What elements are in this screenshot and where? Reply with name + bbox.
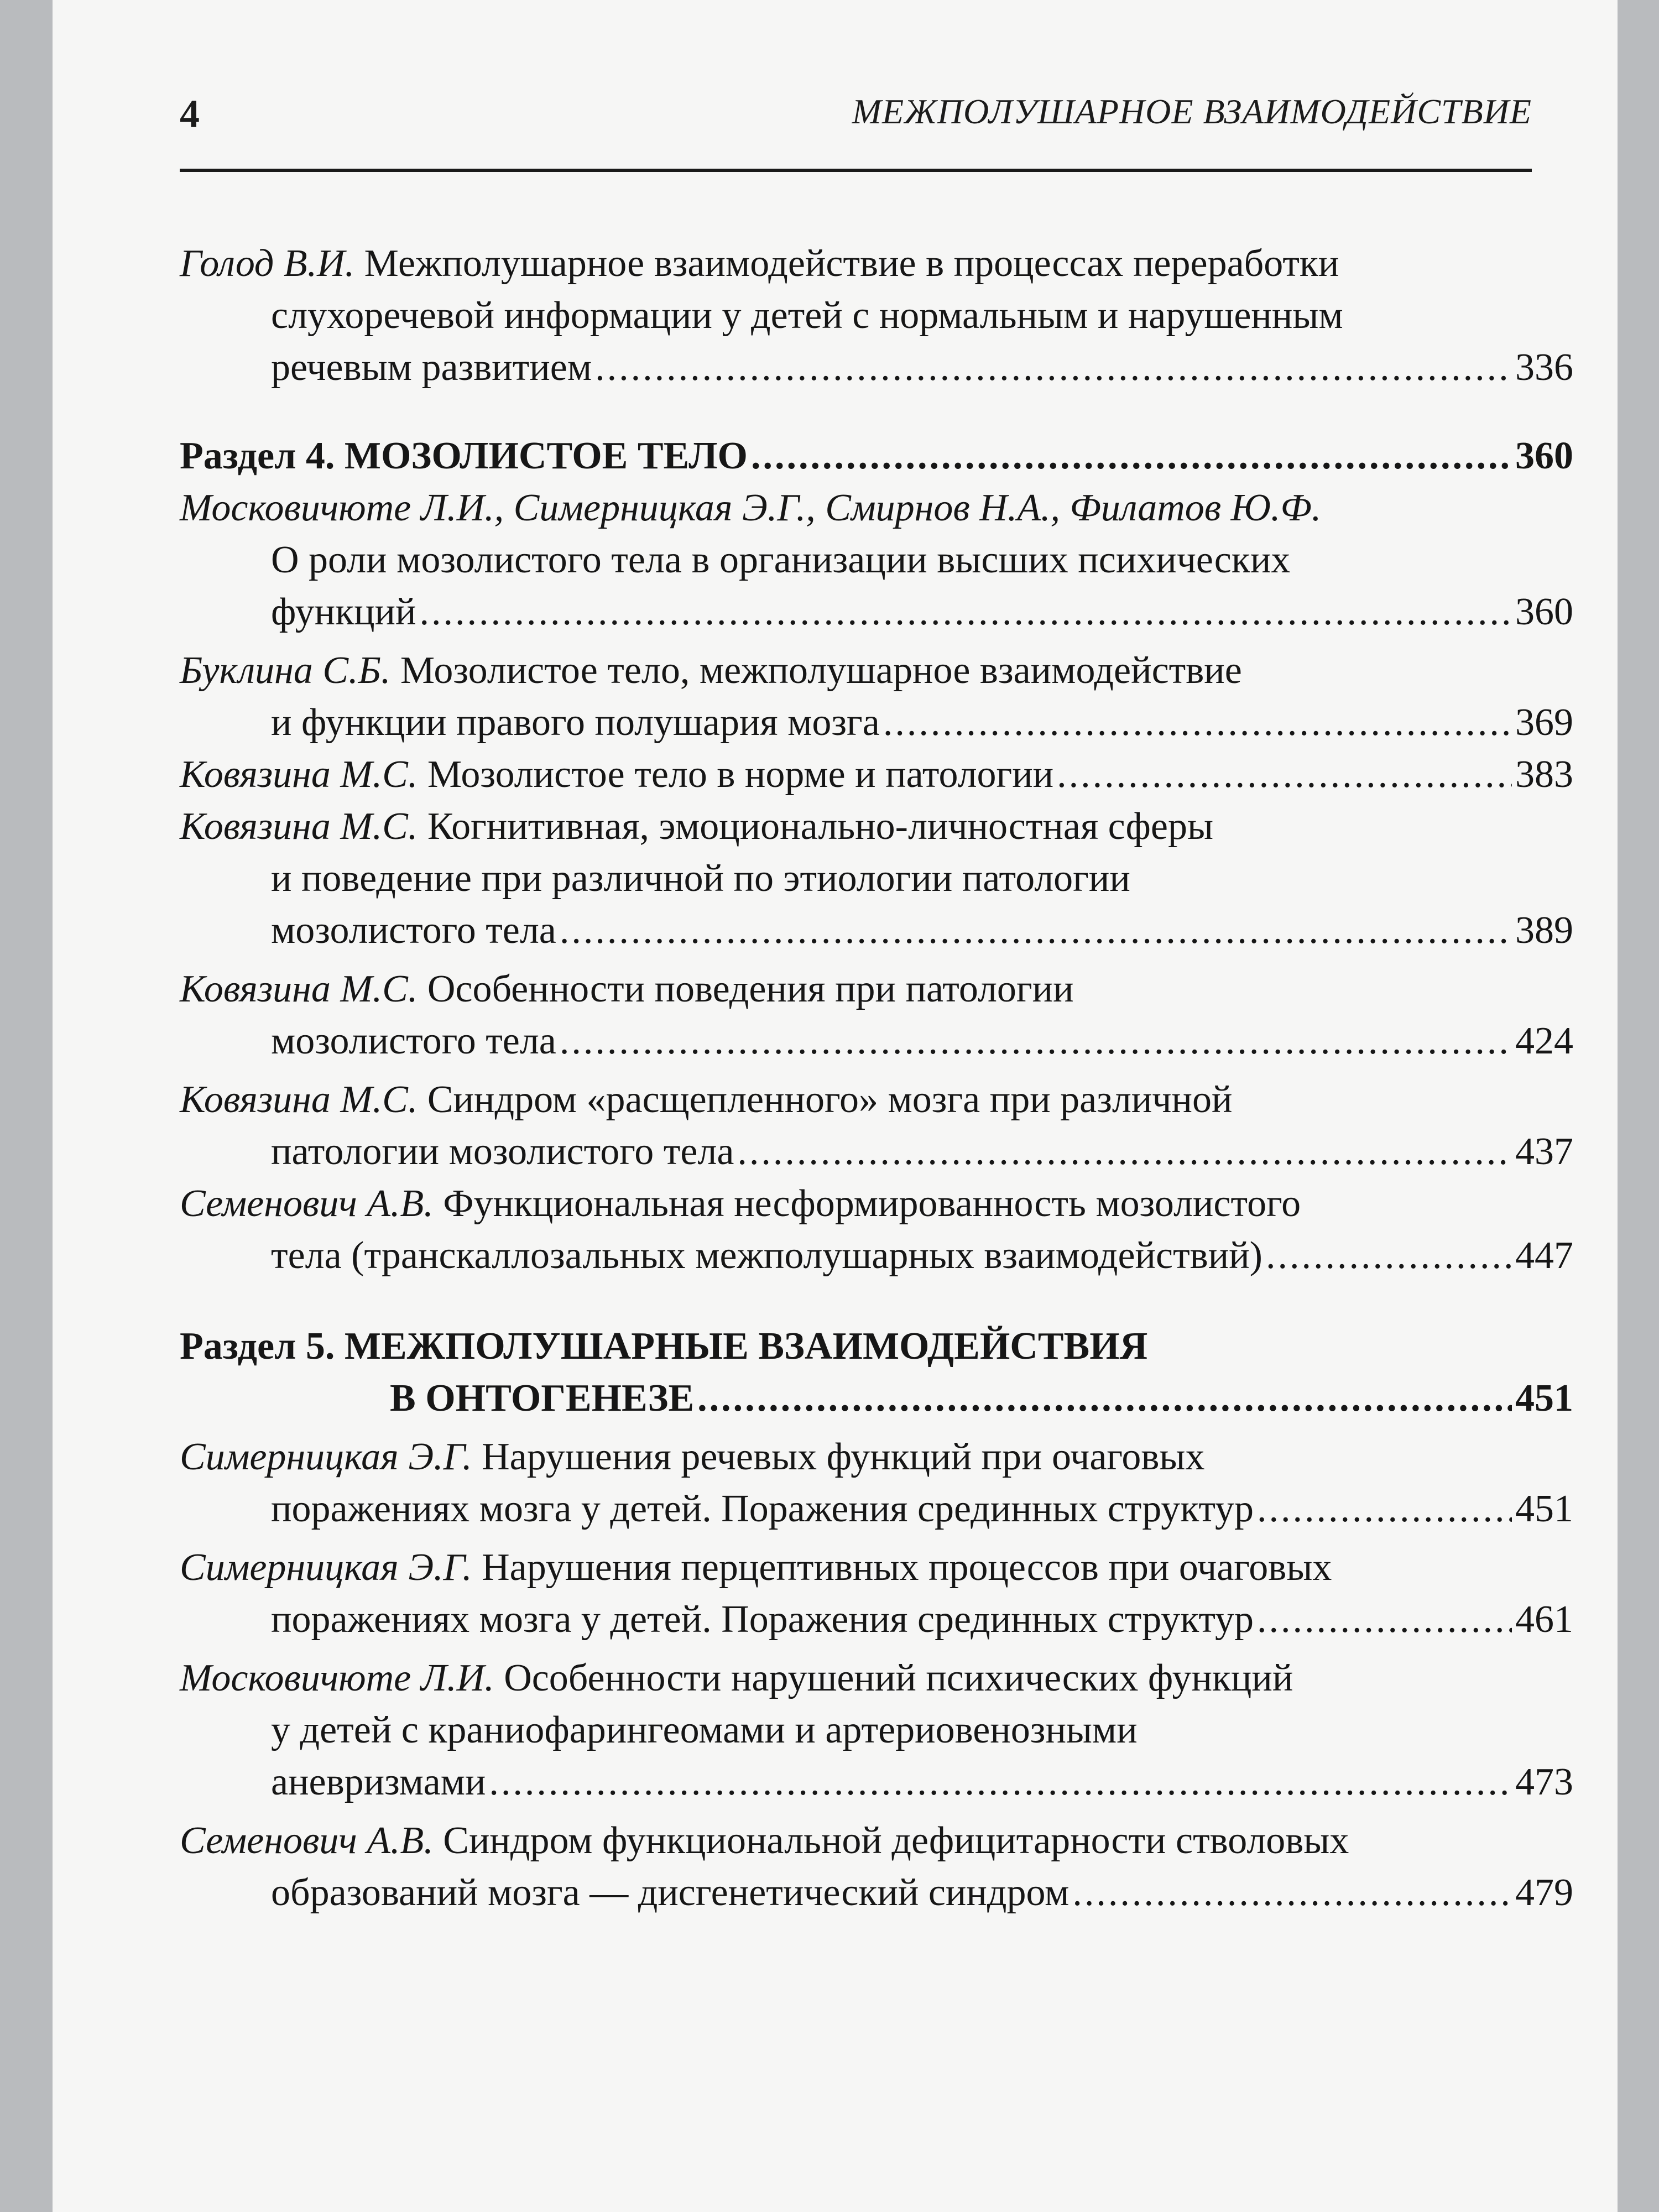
toc-entry [180,1542,1573,1646]
toc-entry [180,482,1573,638]
entry-author: Семенович А.В. [180,1819,434,1862]
entry-title-line: тела (транскаллозальных межполушарных взаимодействий) [271,1234,1262,1277]
toc-section-heading [180,430,1573,482]
table-of-contents [180,238,1573,1919]
entry-title-line: речевым развитием [271,346,592,389]
entry-page-number: 461 [1515,1598,1573,1641]
entry-title-line: Синдром «расщепленного» мозга при различной [418,1078,1233,1121]
entry-title-line: и функции правого полушария мозга [271,701,880,744]
dot-leader [560,1015,1512,1067]
dot-leader [595,342,1512,394]
section-title: Раздел 5. МЕЖПОЛУШАРНЫЕ ВЗАИМОДЕЙСТВИЯ [180,1325,1148,1368]
entry-page-number: 369 [1515,701,1573,744]
toc-entry [180,1178,1573,1282]
entry-page-number: 360 [1515,591,1573,633]
entry-title-line: Особенности поведения при патологии [418,968,1074,1010]
entry-author: Буклина С.Б. [180,649,391,692]
entry-title-line: Функциональная несформированность мозолистого [433,1182,1301,1225]
toc-entry [180,645,1573,749]
entry-title-line: О роли мозолистого тела в организации высших психических [271,539,1291,581]
dot-leader [489,1756,1512,1808]
entry-page-number: 389 [1515,909,1573,952]
entry-title-line: мозолистого тела [271,909,556,952]
entry-author: Семенович А.В. [180,1182,434,1225]
entry-title-line: и поведение при различной по этиологии патологии [271,857,1130,900]
section-title: Раздел 4. МОЗОЛИСТОЕ ТЕЛО [180,435,748,477]
dot-leader [697,1373,1512,1425]
entry-author: Ковязина М.С. [180,968,418,1010]
dot-leader [1072,1867,1512,1919]
entry-title-line: Нарушения речевых функций при очаговых [472,1436,1205,1478]
entry-page-number: 473 [1515,1761,1573,1803]
entry-author: Московичюте Л.И. [180,1657,494,1699]
page-header [180,91,1532,172]
entry-page-number: 383 [1515,753,1573,796]
entry-page-number: 424 [1515,1020,1573,1062]
entry-page-number: 447 [1515,1234,1573,1277]
entry-author: Ковязина М.С. [180,805,418,848]
dot-leader [1257,1483,1512,1535]
book-page [53,0,1618,2212]
toc-entry [180,1815,1573,1919]
entry-author: Голод В.И. [180,242,355,285]
dot-leader [883,697,1512,749]
running-title: МЕЖПОЛУШАРНОЕ ВЗАИМОДЕЙСТВИЕ [852,92,1532,131]
entry-title-line: слухоречевой информации у детей с нормальным и нарушенным [271,294,1343,337]
entry-author: Ковязина М.С. [180,1078,418,1121]
toc-entry [180,238,1573,394]
dot-leader [737,1126,1512,1178]
toc-entry [180,801,1573,957]
section-title: В ОНТОГЕНЕЗЕ [390,1377,695,1420]
dot-leader [560,905,1512,957]
entry-author: Симерницкая Э.Г. [180,1436,472,1478]
entry-title-line: патологии мозолистого тела [271,1130,734,1173]
toc-entry [180,749,1573,801]
entry-title-line: поражениях мозга у детей. Поражения срединных структур [271,1598,1254,1641]
toc-section-heading [180,1321,1573,1425]
entry-title-line: аневризмами [271,1761,486,1803]
entry-title-line: у детей с краниофарингеомами и артериовенозными [271,1709,1138,1751]
page-number: 4 [180,92,200,136]
toc-entry [180,963,1573,1067]
entry-title-line: поражениях мозга у детей. Поражения срединных структур [271,1488,1254,1530]
entry-page-number: 451 [1515,1488,1573,1530]
dot-leader [1266,1230,1512,1282]
entry-page-number: 360 [1515,435,1573,477]
entry-title-line: мозолистого тела [271,1020,556,1062]
entry-title-line: Синдром функциональной дефицитарности стволовых [433,1819,1349,1862]
toc-entry [180,1652,1573,1808]
entry-title-line: образований мозга — дисгенетический синдром [271,1871,1070,1914]
entry-author: Симерницкая Э.Г. [180,1546,472,1589]
entry-title-line: Мозолистое тело в норме и патологии [418,753,1054,796]
dot-leader [419,586,1512,638]
entry-author: Московичюте Л.И., Симерницкая Э.Г., Смирнов Н.А., Филатов Ю.Ф. [180,487,1322,529]
dot-leader [1057,749,1512,801]
entry-title-line: функций [271,591,416,633]
toc-entry [180,1074,1573,1178]
dot-leader [1257,1594,1512,1646]
dot-leader [751,430,1512,482]
entry-page-number: 437 [1515,1130,1573,1173]
entry-title-line: Нарушения перцептивных процессов при очаговых [472,1546,1332,1589]
entry-page-number: 336 [1515,346,1573,389]
entry-page-number: 451 [1515,1377,1573,1420]
entry-author: Ковязина М.С. [180,753,418,796]
entry-title-line: Мозолистое тело, межполушарное взаимодействие [390,649,1242,692]
entry-page-number: 479 [1515,1871,1573,1914]
entry-title-line: Межполушарное взаимодействие в процессах переработки [354,242,1339,285]
entry-title-line: Особенности нарушений психических функций [494,1657,1293,1699]
entry-title-line: Когнитивная, эмоционально-личностная сферы [418,805,1214,848]
toc-entry [180,1431,1573,1535]
